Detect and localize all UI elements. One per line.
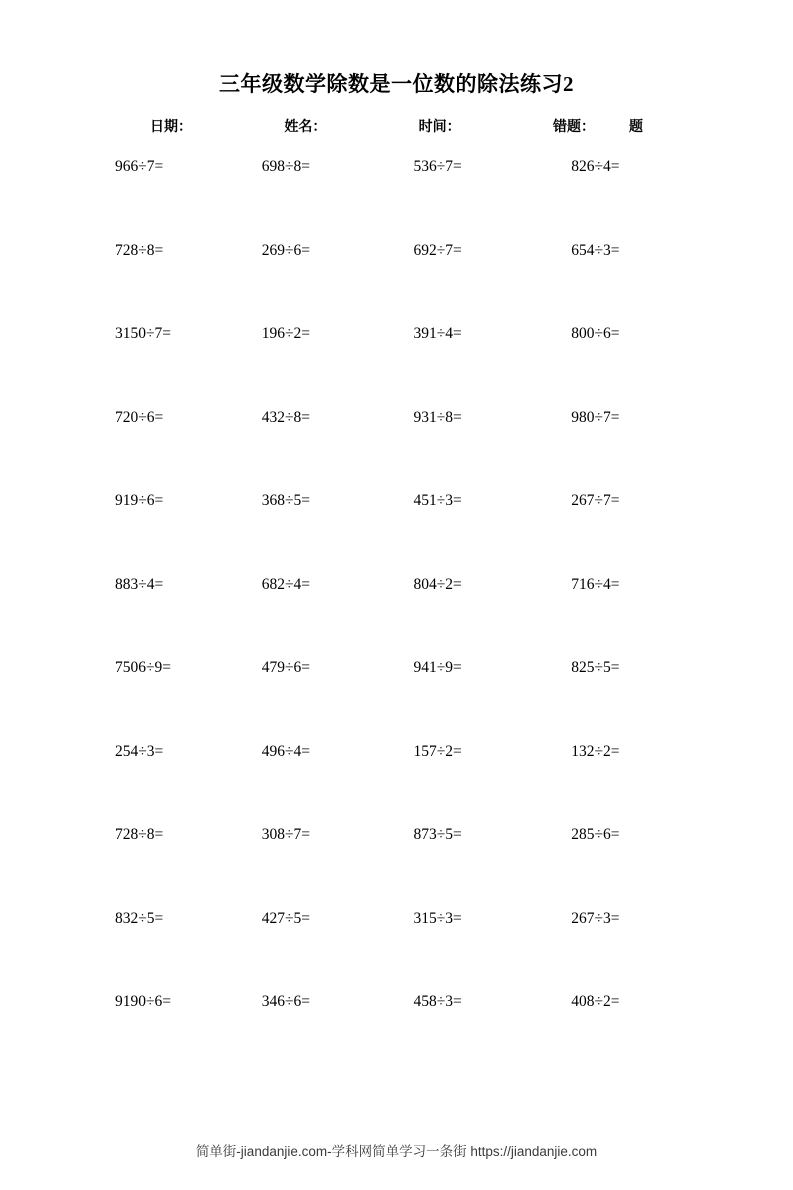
problem-row <box>92 826 701 910</box>
problem-item: 315÷3= <box>413 909 462 927</box>
problem-item: 254÷3= <box>115 742 164 760</box>
problem-item: 132÷2= <box>571 742 620 760</box>
problem-item: 391÷4= <box>413 325 462 342</box>
problem-item: 308÷7= <box>261 826 310 843</box>
meta-time: 时间： <box>418 120 461 135</box>
problem-item: 3150÷7= <box>115 325 171 342</box>
problem-item: 267÷3= <box>571 909 620 927</box>
problem-row <box>92 743 701 827</box>
problem-item: 698÷8= <box>261 158 310 175</box>
problem-row <box>92 576 701 660</box>
meta-errors-label: 错题： <box>552 120 595 135</box>
problem-item: 408÷2= <box>571 993 620 1010</box>
problem-item: 346÷6= <box>261 993 310 1010</box>
problem-item: 536÷7= <box>413 158 462 175</box>
problem-row <box>92 492 701 576</box>
problem-row <box>92 242 701 326</box>
meta-errors-unit: 题 <box>628 120 643 135</box>
meta-row <box>0 116 793 136</box>
meta-name: 姓名： <box>284 120 327 135</box>
problem-item: 451÷3= <box>413 492 462 509</box>
problem-item: 800÷6= <box>571 325 620 342</box>
problem-item: 826÷4= <box>571 158 620 175</box>
problem-item: 427÷5= <box>261 909 310 927</box>
problem-grid <box>0 158 793 1077</box>
meta-errors <box>553 116 643 136</box>
problem-item: 728÷8= <box>115 241 164 259</box>
problem-item: 285÷6= <box>571 826 620 843</box>
problem-item: 682÷4= <box>261 575 310 593</box>
problem-item: 692÷7= <box>413 241 462 259</box>
problem-item: 267÷7= <box>571 492 620 509</box>
problem-row <box>92 659 701 743</box>
problem-item: 931÷8= <box>413 408 462 426</box>
problem-row <box>92 325 701 409</box>
problem-item: 966÷7= <box>115 158 164 175</box>
problem-item: 496÷4= <box>261 742 310 760</box>
problem-item: 479÷6= <box>261 659 310 676</box>
meta-date: 日期： <box>150 120 192 135</box>
worksheet-page <box>0 68 793 1190</box>
footer-watermark: 简单街-jiandanjie.com-学科网简单学习一条街 https://jiandanjie.com <box>195 1144 598 1159</box>
problem-item: 980÷7= <box>571 408 620 426</box>
problem-item: 883÷4= <box>115 575 164 593</box>
problem-row <box>92 910 701 994</box>
problem-row <box>92 409 701 493</box>
problem-item: 919÷6= <box>115 492 164 509</box>
problem-item: 157÷2= <box>413 742 462 760</box>
problem-row <box>92 158 701 242</box>
problem-item: 720÷6= <box>115 408 164 426</box>
problem-item: 9190÷6= <box>115 993 171 1010</box>
problem-item: 804÷2= <box>413 575 462 593</box>
page-title: 三年级数学除数是一位数的除法练习2 <box>219 72 574 96</box>
problem-item: 654÷3= <box>571 241 620 259</box>
problem-item: 269÷6= <box>261 241 310 259</box>
problem-item: 728÷8= <box>115 826 164 843</box>
problem-item: 832÷5= <box>115 909 164 927</box>
problem-item: 941÷9= <box>413 659 462 676</box>
problem-row <box>92 993 701 1077</box>
problem-item: 873÷5= <box>413 826 462 843</box>
problem-item: 7506÷9= <box>115 659 171 676</box>
problem-item: 825÷5= <box>571 659 620 676</box>
problem-item: 458÷3= <box>413 993 462 1010</box>
problem-item: 716÷4= <box>571 575 620 593</box>
problem-item: 432÷8= <box>261 408 310 426</box>
problem-item: 196÷2= <box>261 325 310 342</box>
problem-item: 368÷5= <box>261 492 310 509</box>
